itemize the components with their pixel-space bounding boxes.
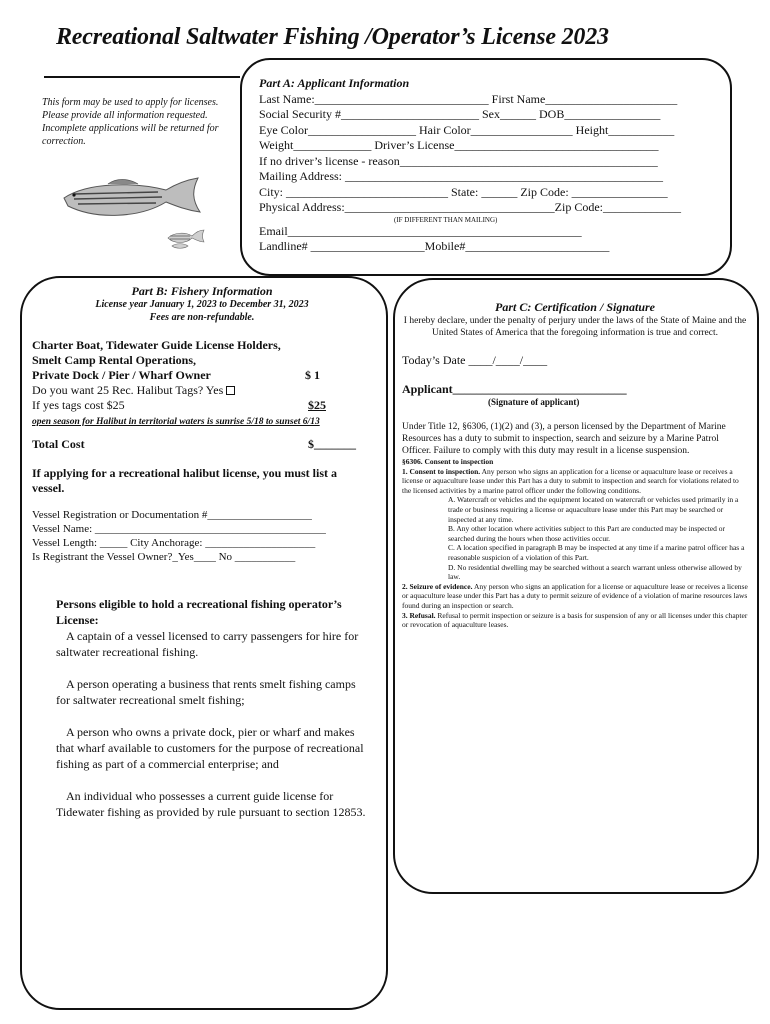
last-first-name-field[interactable]: Last Name:_____________________________ First Name______________________ [259, 91, 678, 106]
email-field[interactable]: Email_________________________________________________ [259, 223, 582, 238]
mailing-address-field[interactable]: Mailing Address: _____________________________________________________ [259, 169, 663, 183]
perjury-declaration: I hereby declare, under the penalty of perjury under the laws of the State of Maine and the United States of America that the foregoing information is true and correct. [403, 316, 747, 338]
todays-date-field[interactable]: Today’s Date ____/____/____ [402, 353, 548, 367]
halibut-yes-checkbox[interactable] [226, 386, 235, 395]
eligible-item: A captain of a vessel licensed to carry passengers for hire for saltwater recreational fishing. [56, 629, 359, 659]
signature-caption: (Signature of applicant) [488, 397, 580, 407]
striped-bass-icon [58, 176, 208, 256]
condition-item: D. No residential dwelling may be searched without a search warrant unless otherwise allowed by law. [448, 562, 742, 582]
title12-statement: Under Title 12, §6306, (1)(2) and (3), a person licensed by the Department of Marine Resources has a duty to submit to inspection, search and seizure by a Marine Patrol Officer. Failure to comply with this duty may result in a license suspension. [402, 422, 726, 456]
total-field[interactable]: $_______ [308, 437, 356, 451]
eye-hair-height-field[interactable]: Eye Color__________________ Hair Color_________________ Height___________ [259, 122, 675, 137]
halibut-season: open season for Halibut in territorial waters is sunrise 5/18 to sunset 6/13 [32, 417, 320, 427]
vessel-name-field[interactable]: Vessel Name: __________________________________________ [32, 523, 326, 535]
dock-row [32, 368, 372, 383]
fees-note: Fees are non-refundable. [149, 312, 255, 323]
refusal-heading: 3. Refusal. [402, 610, 436, 620]
part-b-section [32, 284, 372, 836]
seizure-body: Any person who signs an application for a license or aquaculture lease or receives a license or aquaculture lease under this Part has a duty to permit seizure of evidence of a violation of marine resources laws found during an inspection or search. [402, 581, 748, 610]
section-6306-heading: §6306. Consent to inspection [402, 457, 494, 466]
part-c-section [402, 300, 748, 630]
license-year: License year January 1, 2023 to December 31, 2023 [95, 299, 309, 310]
tags-row [32, 398, 372, 413]
intro-text: This form may be used to apply for licenses. Please provide all information requested. Incomplete applications will be returned for correction. [42, 97, 219, 147]
eligibility-heading: Persons eligible to hold a recreational fishing operator’s License: [56, 597, 342, 627]
form-title: Recreational Saltwater Fishing /Operator’s License 2023 [56, 24, 609, 50]
eligibility-list [32, 596, 372, 820]
city-state-zip-field[interactable]: City: ___________________________ State: ______ Zip Code: ________________ [259, 184, 668, 199]
refusal-body: Refusal to permit inspection or seizure is a basis for suspension of any or all licenses under this chapter or revocation of aquaculture leases. [402, 610, 748, 630]
eligible-item: A person who owns a private dock, pier or wharf and makes that wharf available to customers for the purpose of recreational fishing as part of a commercial enterprise; and [56, 725, 364, 771]
vessel-note: If applying for a recreational halibut license, you must list a vessel. [32, 466, 338, 495]
halibut-row [32, 383, 372, 398]
holders-line-1: Charter Boat, Tidewater Guide License Holders, [32, 338, 281, 352]
halibut-question: Do you want 25 Rec. Halibut Tags? Yes [32, 383, 224, 397]
part-b-heading: Part B: Fishery Information [131, 284, 273, 298]
vessel-registration-field[interactable]: Vessel Registration or Documentation #___________________ [32, 509, 312, 521]
part-c-heading: Part C: Certification / Signature [494, 300, 656, 314]
consent-body: Any person who signs an application for a license or aquaculture lease or receives a license or aquaculture lease under this Part has a duty to submit to inspection and search for violations related to the licensed activities by a marine patrol officer under the following conditions. [402, 466, 739, 495]
no-license-reason-field[interactable]: If no driver’s license - reason___________________________________________ [259, 153, 658, 168]
refusal-paragraph [402, 611, 748, 630]
seizure-paragraph [402, 582, 748, 611]
holders-line-2: Smelt Camp Rental Operations, [32, 353, 196, 367]
seizure-heading: 2. Seizure of evidence. [402, 581, 473, 591]
weight-license-field[interactable]: Weight_____________ Driver’s License__________________________________ [259, 138, 659, 152]
phone-field[interactable]: Landline# ___________________Mobile#________________________ [259, 239, 610, 253]
eligible-item: A person operating a business that rents smelt fishing camps for saltwater recreational smelt fishing; [56, 677, 356, 707]
condition-item: B. Any other location where activities subject to this Part are conducted may be inspected or searched during the hours when those activities occur. [448, 524, 726, 543]
physical-address-note: (IF DIFFERENT THAN MAILING) [394, 215, 498, 224]
total-row [32, 437, 372, 452]
part-a-section [259, 76, 719, 255]
physical-address-field[interactable]: Physical Address:___________________________________Zip Code:_____________ [259, 200, 681, 214]
tags-price: $25 [308, 398, 326, 412]
ssn-sex-dob-field[interactable]: Social Security #_______________________ Sex______ DOB________________ [259, 107, 661, 121]
total-label: Total Cost [32, 437, 85, 451]
dock-price: $ 1 [305, 368, 320, 382]
applicant-signature-field[interactable]: Applicant_____________________________ [402, 382, 627, 396]
dock-label: Private Dock / Pier / Wharf Owner [32, 368, 211, 382]
condition-item: A. Watercraft or vehicles and the equipment located on watercraft or vehicles used primarily in a trade or business requiring a license or aquaculture lease under this Part may be searched or inspected at any time. [448, 495, 739, 524]
header-rule [44, 76, 240, 78]
part-a-heading: Part A: Applicant Information [259, 76, 410, 90]
legal-text [402, 457, 748, 630]
consent-heading: 1. Consent to inspection. [402, 466, 481, 476]
condition-item: C. A location specified in paragraph B may be inspected at any time if a marine patrol officer has a reasonable suspicion of a violation of this Part. [448, 543, 745, 562]
vessel-owner-field[interactable]: Is Registrant the Vessel Owner?_Yes____ No ___________ [32, 551, 296, 563]
consent-paragraph [402, 467, 748, 496]
eligible-item: An individual who possesses a current guide license for Tidewater fishing as provided by rule pursuant to section 12853. [56, 789, 366, 819]
vessel-length-field[interactable]: Vessel Length: _____ City Anchorage: ____________________ [32, 537, 316, 549]
tags-label: If yes tags cost $25 [32, 398, 125, 412]
